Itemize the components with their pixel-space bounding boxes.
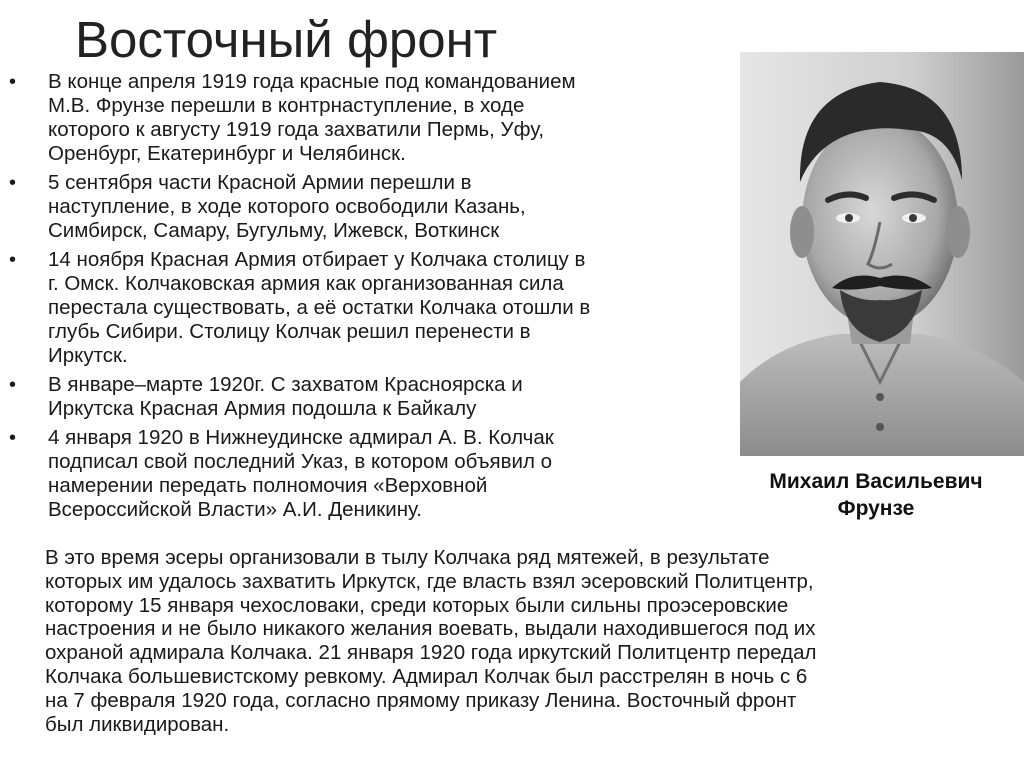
bullet-list [0,70,735,527]
bullet-line: наступление, в ходе которого освободили Казань, [48,195,526,218]
bullet-line: подписал свой последний Указ, в котором объявил о [48,450,553,473]
bullet-item [0,426,735,522]
bullet-line: перестала существовать, а её остатки Колчака отошли в [48,296,591,319]
bullet-line: г. Омск. Колчаковская армия как организованная сила [48,272,564,295]
bullet-line: Всероссийской Власти» А.И. Деникину. [48,498,422,521]
summary-paragraph [45,546,1005,736]
portrait-photo [740,52,1024,456]
paragraph-line: охраной адмирала Колчака. 21 января 1920 года иркутский Политцентр передал [45,641,817,665]
bullet-item [0,248,735,368]
bullet-marker: • [9,427,17,449]
bullet-line: 5 сентября части Красной Армии перешли в [48,171,472,194]
bullet-line: В январе–марте 1920г. С захватом Красноярска и [48,373,523,396]
bullet-line: Симбирск, Самару, Бугульму, Ижевск, Воткинск [48,219,500,242]
bullet-item [0,70,735,166]
bullet-item [0,373,735,421]
bullet-line: глубь Сибири. Столицу Колчак решил перенести в [48,320,531,343]
portrait-illustration [740,52,1024,456]
paragraph-line: которому 15 января чехословаки, среди которых были сильны проэсеровские [45,593,789,617]
bullet-line: В конце апреля 1919 года красные под командованием [48,70,576,93]
bullet-marker: • [9,374,17,396]
portrait-caption [728,468,1024,522]
caption-line: Михаил Васильевич [769,470,983,493]
bullet-line: Иркутск. [48,344,128,367]
bullet-line: намерении передать полномочия «Верховной [48,474,488,497]
bullet-line: которого к августу 1919 года захватили Пермь, Уфу, [48,118,545,141]
bullet-line: М.В. Фрунзе перешли в контрнаступление, в ходе [48,94,525,117]
bullet-line: 14 ноября Красная Армия отбирает у Колчака столицу в [48,248,586,271]
bullet-marker: • [9,71,17,93]
paragraph-line: настроения и не было никакого желания воевать, выдали находившегося под их [45,617,816,641]
bullet-line: 4 января 1920 в Нижнеудинске адмирал А. В. Колчак [48,426,554,449]
paragraph-line: на 7 февраля 1920 года, согласно прямому приказу Ленина. Восточный фронт [45,688,797,712]
bullet-line: Оренбург, Екатеринбург и Челябинск. [48,142,406,165]
bullet-marker: • [9,249,17,271]
bullet-marker: • [9,172,17,194]
bullet-item [0,171,735,243]
paragraph-line: Колчака большевистскому ревкому. Адмирал Колчак был расстрелян в ночь с 6 [45,664,808,688]
paragraph-line: был ликвидирован. [45,712,230,736]
caption-line: Фрунзе [837,497,915,520]
slide-title: Восточный фронт [75,11,498,68]
bullet-line: Иркутска Красная Армия подошла к Байкалу [48,397,477,420]
paragraph-line: В это время эсеры организовали в тылу Колчака ряд мятежей, в результате [45,546,770,569]
paragraph-line: которых им удалось захватить Иркутск, где власть взял эсеровский Политцентр, [45,569,814,593]
